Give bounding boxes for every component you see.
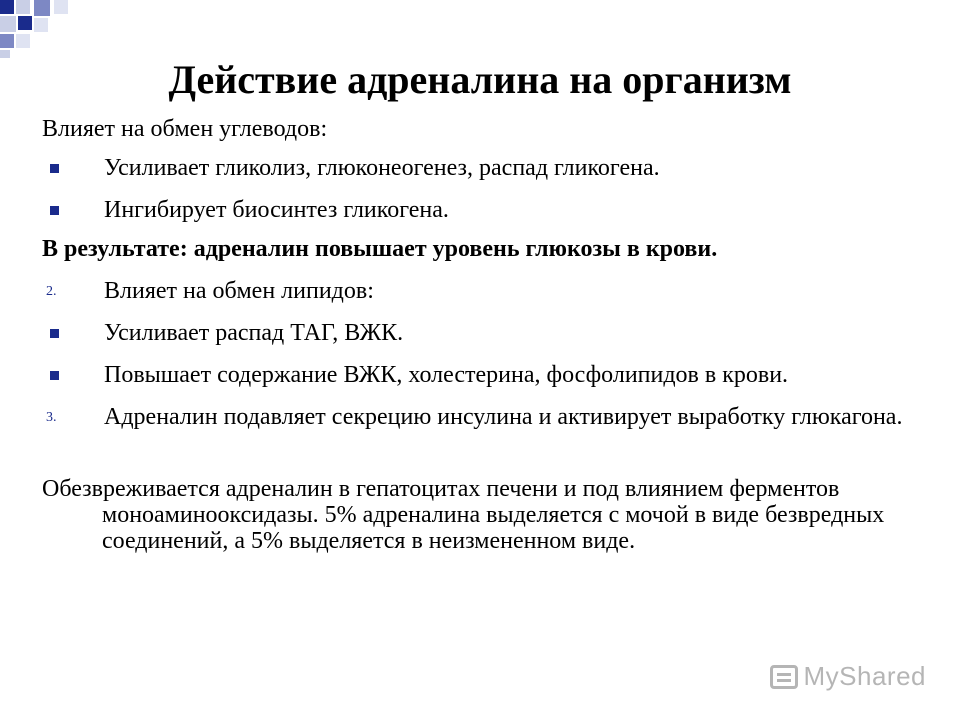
decor-square <box>18 16 32 30</box>
detox-paragraph: Обезвреживается адреналин в гепатоцитах печени и под влиянием ферментов моноаминооксидазы. 5% адреналина выделяется с мочой в виде безвредных соединений, а 5% выделяется в неизмененном виде. <box>42 476 885 554</box>
decor-square <box>16 34 30 48</box>
bullet-item <box>42 197 932 223</box>
decor-square <box>16 0 30 14</box>
numbered-item <box>42 404 932 430</box>
decor-square <box>0 0 14 14</box>
square-bullet-icon <box>50 371 59 380</box>
bullet-text: Повышает содержание ВЖК, холестерина, фосфолипидов в крови. <box>104 362 789 388</box>
decor-square <box>0 16 16 32</box>
bullet-item <box>42 155 932 181</box>
decor-square <box>34 18 48 32</box>
decor-square <box>0 34 14 48</box>
bullet-text: Ингибирует биосинтез гликогена. <box>104 197 449 223</box>
numbered-text: Адреналин подавляет секрецию инсулина и активирует выработку глюкагона. <box>104 404 903 430</box>
presentation-board-icon <box>770 665 798 689</box>
bullet-text: Усиливает распад ТАГ, ВЖК. <box>104 320 404 346</box>
decor-square <box>54 0 68 14</box>
watermark <box>770 661 927 692</box>
square-bullet-icon <box>50 164 59 173</box>
bullet-item <box>42 362 932 388</box>
square-bullet-icon <box>50 329 59 338</box>
bullet-item <box>42 320 932 346</box>
slide-body <box>42 116 932 554</box>
corner-decoration <box>0 0 80 60</box>
numbered-text: Влияет на обмен липидов: <box>104 278 374 304</box>
slide-title: Действие адреналина на организм <box>168 57 792 102</box>
bullet-text: Усиливает гликолиз, глюконеогенез, распад гликогена. <box>104 155 660 181</box>
carb-metabolism-heading: Влияет на обмен углеводов: <box>42 116 328 142</box>
decor-square <box>34 0 50 16</box>
list-number: 2. <box>46 284 57 299</box>
list-number: 3. <box>46 410 57 425</box>
result-statement: В результате: адреналин повышает уровень глюкозы в крови. <box>42 236 718 262</box>
numbered-item <box>42 278 932 304</box>
square-bullet-icon <box>50 206 59 215</box>
watermark-text: MyShared <box>803 661 926 691</box>
